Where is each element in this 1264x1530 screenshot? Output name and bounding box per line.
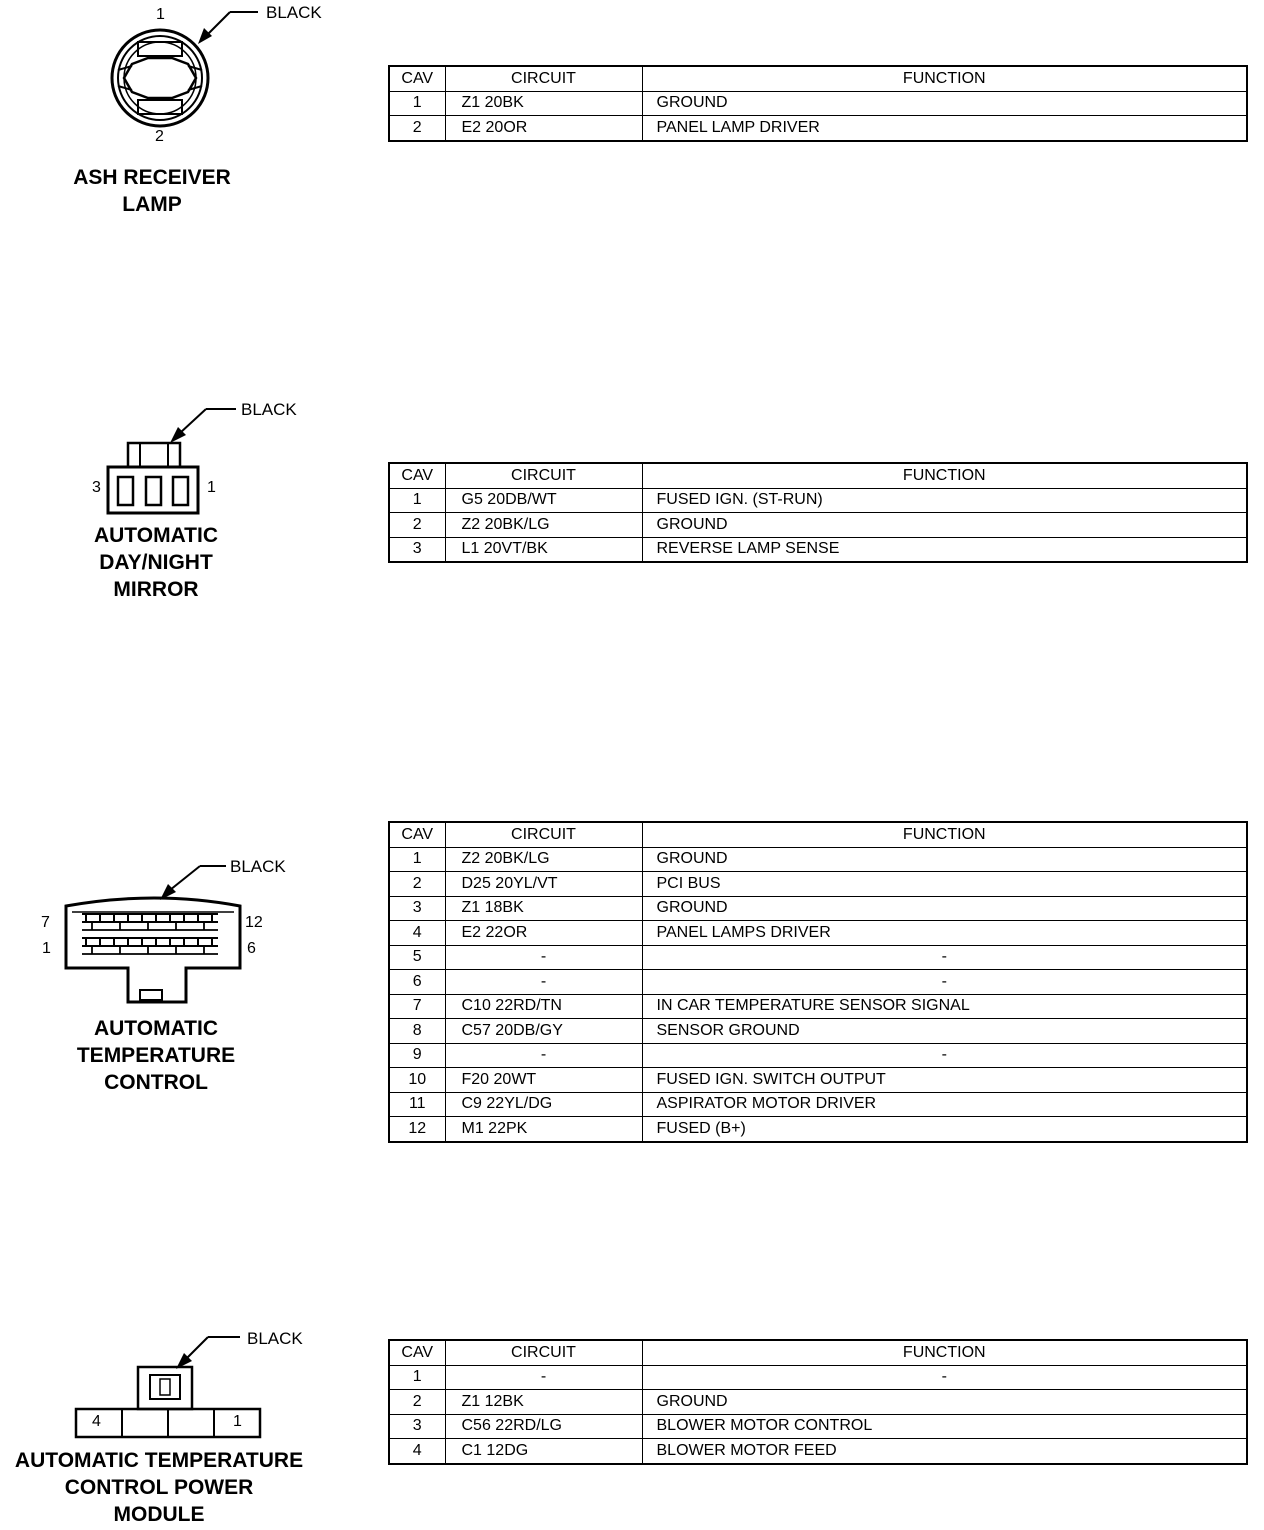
- table-row: [389, 1068, 1247, 1093]
- cav-cell: 1: [389, 488, 445, 513]
- function-cell: -: [642, 1043, 1247, 1068]
- table-row: [389, 896, 1247, 921]
- circuit-cell: C9 22YL/DG: [445, 1092, 642, 1117]
- function-header: FUNCTION: [642, 66, 1247, 91]
- table-row: [389, 1019, 1247, 1044]
- circuit-cell: Z1 12BK: [445, 1390, 642, 1415]
- function-cell: GROUND: [642, 896, 1247, 921]
- ash-receiver-lamp-pinout-table: [388, 65, 1248, 142]
- circuit-header: CIRCUIT: [445, 822, 642, 847]
- day-night-mirror-connector: [0, 395, 360, 610]
- table-row: [389, 1043, 1247, 1068]
- cav-cell: 3: [389, 537, 445, 562]
- circuit-header: CIRCUIT: [445, 1340, 642, 1365]
- table-row: [389, 994, 1247, 1019]
- table-row: [389, 513, 1247, 538]
- circuit-cell: -: [445, 970, 642, 995]
- table-row: [389, 847, 1247, 872]
- pin-label-top-right: 12: [245, 914, 263, 931]
- circuit-cell: M1 22PK: [445, 1117, 642, 1142]
- circuit-cell: Z2 20BK/LG: [445, 847, 642, 872]
- function-cell: BLOWER MOTOR FEED: [642, 1439, 1247, 1464]
- cav-cell: 6: [389, 970, 445, 995]
- table-row: [389, 1117, 1247, 1142]
- cav-cell: 1: [389, 847, 445, 872]
- connector-color-label: BLACK: [241, 400, 297, 419]
- circuit-cell: F20 20WT: [445, 1068, 642, 1093]
- cav-cell: 4: [389, 921, 445, 946]
- function-header: FUNCTION: [642, 463, 1247, 488]
- cav-cell: 1: [389, 1365, 445, 1390]
- circuit-cell: Z2 20BK/LG: [445, 513, 642, 538]
- temperature-control-connector: [0, 850, 360, 1100]
- cav-cell: 2: [389, 1390, 445, 1415]
- table-row: [389, 1439, 1247, 1464]
- table-header-row: [389, 463, 1247, 488]
- power-module-pinout-table: [388, 1339, 1248, 1465]
- table-row: [389, 872, 1247, 897]
- circuit-cell: C57 20DB/GY: [445, 1019, 642, 1044]
- circuit-cell: -: [445, 1043, 642, 1068]
- table-row: [389, 921, 1247, 946]
- table-row: [389, 1092, 1247, 1117]
- cav-cell: 11: [389, 1092, 445, 1117]
- circuit-header: CIRCUIT: [445, 66, 642, 91]
- cav-header: CAV: [389, 1340, 445, 1365]
- function-cell: IN CAR TEMPERATURE SENSOR SIGNAL: [642, 994, 1247, 1019]
- function-cell: GROUND: [642, 1390, 1247, 1415]
- circuit-cell: E2 22OR: [445, 921, 642, 946]
- function-cell: PCI BUS: [642, 872, 1247, 897]
- connector-name: ASH RECEIVER LAMP: [73, 166, 231, 216]
- temperature-control-pinout-table: [388, 821, 1248, 1143]
- connector-color-label: BLACK: [266, 3, 322, 22]
- table-row: [389, 116, 1247, 141]
- cav-header: CAV: [389, 463, 445, 488]
- pin-label-top: 1: [156, 6, 165, 23]
- table-row: [389, 970, 1247, 995]
- function-cell: GROUND: [642, 847, 1247, 872]
- function-cell: GROUND: [642, 513, 1247, 538]
- connector-name: AUTOMATIC TEMPERATURE CONTROL: [76, 1017, 236, 1094]
- function-cell: -: [642, 1365, 1247, 1390]
- connector-name: AUTOMATIC TEMPERATURE CONTROL POWER MODULE: [14, 1449, 304, 1526]
- circuit-cell: Z1 20BK: [445, 91, 642, 116]
- circuit-cell: E2 20OR: [445, 116, 642, 141]
- cav-cell: 5: [389, 945, 445, 970]
- cav-cell: 7: [389, 994, 445, 1019]
- cav-header: CAV: [389, 66, 445, 91]
- circuit-cell: C1 12DG: [445, 1439, 642, 1464]
- table-row: [389, 537, 1247, 562]
- function-header: FUNCTION: [642, 822, 1247, 847]
- cav-cell: 12: [389, 1117, 445, 1142]
- function-cell: -: [642, 970, 1247, 995]
- pin-label-top-left: 7: [41, 914, 50, 931]
- day-night-mirror-pinout-table: [388, 462, 1248, 563]
- circuit-cell: -: [445, 945, 642, 970]
- circuit-cell: L1 20VT/BK: [445, 537, 642, 562]
- table-row: [389, 1414, 1247, 1439]
- cav-cell: 10: [389, 1068, 445, 1093]
- ash-receiver-lamp-connector: [0, 0, 360, 230]
- connector-name: AUTOMATIC DAY/NIGHT MIRROR: [93, 524, 219, 601]
- function-cell: -: [642, 945, 1247, 970]
- connector-color-label: BLACK: [247, 1329, 303, 1348]
- table-row: [389, 1365, 1247, 1390]
- table-row: [389, 91, 1247, 116]
- table-header-row: [389, 66, 1247, 91]
- pin-label-left: 4: [92, 1413, 101, 1430]
- circuit-cell: C10 22RD/TN: [445, 994, 642, 1019]
- cav-cell: 2: [389, 116, 445, 141]
- cav-cell: 4: [389, 1439, 445, 1464]
- cav-cell: 2: [389, 513, 445, 538]
- pin-label-left: 3: [92, 479, 101, 496]
- circuit-cell: G5 20DB/WT: [445, 488, 642, 513]
- function-cell: FUSED (B+): [642, 1117, 1247, 1142]
- arrow-icon: [198, 28, 212, 44]
- circuit-cell: D25 20YL/VT: [445, 872, 642, 897]
- pin-label-bottom-left: 1: [42, 940, 51, 957]
- cav-cell: 3: [389, 896, 445, 921]
- function-cell: GROUND: [642, 91, 1247, 116]
- cav-cell: 3: [389, 1414, 445, 1439]
- function-cell: REVERSE LAMP SENSE: [642, 537, 1247, 562]
- cav-cell: 8: [389, 1019, 445, 1044]
- pin-label-right: 1: [233, 1413, 242, 1430]
- cav-header: CAV: [389, 822, 445, 847]
- cav-cell: 1: [389, 91, 445, 116]
- table-header-row: [389, 1340, 1247, 1365]
- power-module-connector: [0, 1325, 340, 1530]
- table-row: [389, 1390, 1247, 1415]
- function-header: FUNCTION: [642, 1340, 1247, 1365]
- table-row: [389, 488, 1247, 513]
- function-cell: ASPIRATOR MOTOR DRIVER: [642, 1092, 1247, 1117]
- circuit-cell: C56 22RD/LG: [445, 1414, 642, 1439]
- circuit-cell: Z1 18BK: [445, 896, 642, 921]
- function-cell: FUSED IGN. SWITCH OUTPUT: [642, 1068, 1247, 1093]
- circuit-header: CIRCUIT: [445, 463, 642, 488]
- function-cell: SENSOR GROUND: [642, 1019, 1247, 1044]
- table-header-row: [389, 822, 1247, 847]
- function-cell: PANEL LAMP DRIVER: [642, 116, 1247, 141]
- function-cell: BLOWER MOTOR CONTROL: [642, 1414, 1247, 1439]
- table-row: [389, 945, 1247, 970]
- circuit-cell: -: [445, 1365, 642, 1390]
- function-cell: PANEL LAMPS DRIVER: [642, 921, 1247, 946]
- pin-label-bottom-right: 6: [247, 940, 256, 957]
- pin-label-bottom: 2: [155, 128, 164, 145]
- cav-cell: 2: [389, 872, 445, 897]
- pin-label-right: 1: [207, 479, 216, 496]
- connector-color-label: BLACK: [230, 857, 286, 876]
- function-cell: FUSED IGN. (ST-RUN): [642, 488, 1247, 513]
- cav-cell: 9: [389, 1043, 445, 1068]
